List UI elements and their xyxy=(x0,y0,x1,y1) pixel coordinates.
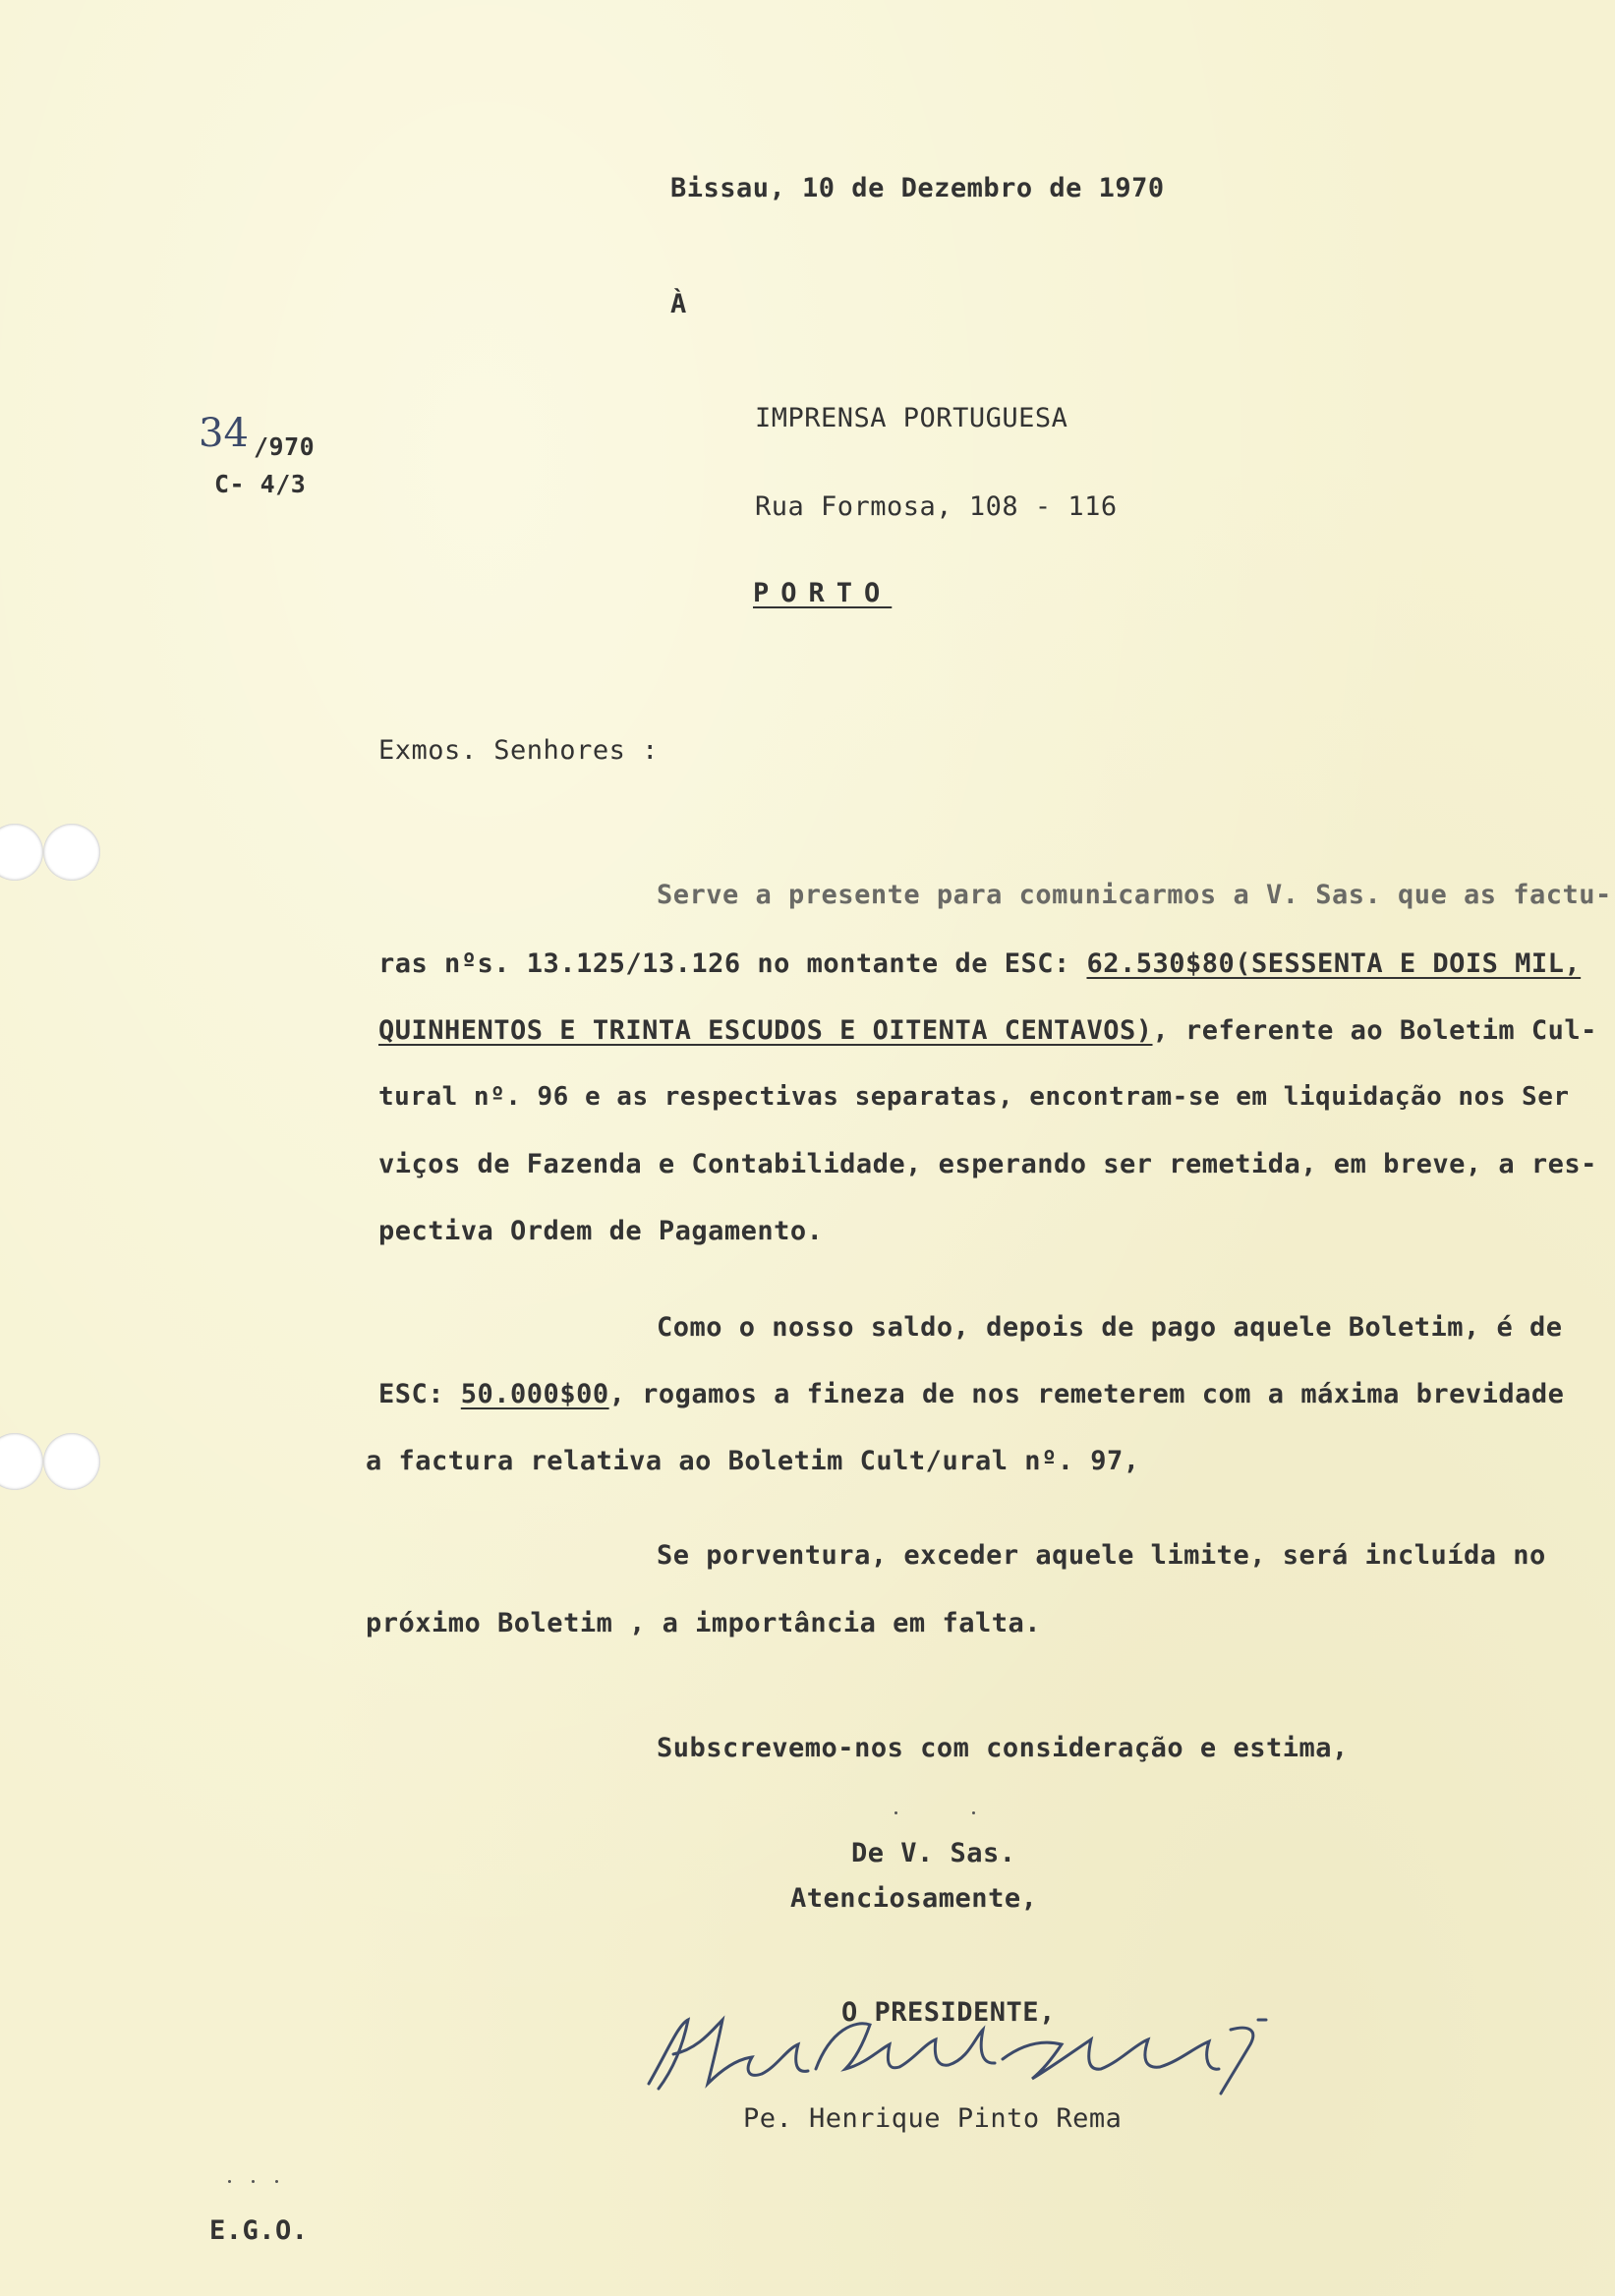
reference-number-typed: /970 xyxy=(254,432,316,461)
recipient-street: Rua Formosa, 108 - 116 xyxy=(755,491,1118,522)
invoice-amount: 62.530$80(SESSENTA E DOIS MIL, xyxy=(1086,948,1582,979)
punch-hole-top-right xyxy=(43,824,100,881)
paragraph-3-line-1: Se porventura, exceder aquele limite, será incluída no xyxy=(657,1540,1546,1571)
mark-dot xyxy=(275,2180,278,2183)
handwritten-signature xyxy=(629,1990,1337,2108)
paragraph-2-line-2 xyxy=(378,1379,1564,1409)
complimentary-close-2: Atenciosamente, xyxy=(790,1883,1038,1914)
paragraph-2-line-2-prefix: ESC: xyxy=(378,1379,461,1409)
paragraph-1-line-5: viços de Fazenda e Contabilidade, esperando ser remetida, em breve, a res- xyxy=(378,1149,1597,1179)
mark-dot xyxy=(972,1811,975,1814)
recipient-name: IMPRENSA PORTUGUESA xyxy=(755,403,1068,433)
paragraph-2-line-3: a factura relativa ao Boletim Cult/ural nº. 97, xyxy=(366,1446,1140,1476)
paragraph-1-line-4: tural nº. 96 e as respectivas separatas, encontram-se em liquidação nos Ser xyxy=(378,1082,1570,1112)
paragraph-2-line-2-text: , rogamos a fineza de nos remeterem com a máxima brevidade xyxy=(608,1379,1565,1409)
paragraph-1-line-6: pectiva Ordem de Pagamento. xyxy=(378,1216,824,1246)
date-line: Bissau, 10 de Dezembro de 1970 xyxy=(670,173,1165,203)
addressee-prefix: À xyxy=(670,289,687,319)
mark-dot xyxy=(228,2180,231,2183)
signatory-title: O PRESIDENTE, xyxy=(841,1997,1056,2028)
closing-line: Subscrevemo-nos com consideração e estima, xyxy=(657,1733,1349,1763)
reference-number-handwritten: 34 xyxy=(199,411,249,456)
punch-hole-bottom-right xyxy=(43,1433,100,1490)
paragraph-1-line-2 xyxy=(378,948,1581,979)
paragraph-1-line-3-text: , referente ao Boletim Cul- xyxy=(1152,1015,1597,1046)
invoice-amount-words: QUINHENTOS E TRINTA ESCUDOS E OITENTA CENTAVOS) xyxy=(378,1015,1153,1046)
recipient-city: PORTO xyxy=(753,578,893,608)
paragraph-3-line-2: próximo Boletim , a importância em falta. xyxy=(366,1608,1041,1638)
mark-dot xyxy=(252,2180,255,2183)
punch-hole-bottom-left xyxy=(0,1433,43,1490)
balance-amount: 50.000$00 xyxy=(460,1379,609,1409)
paragraph-1-line-2-text: ras nºs. 13.125/13.126 no montante de ESC: xyxy=(378,948,1087,979)
salutation: Exmos. Senhores : xyxy=(378,735,659,766)
paragraph-1-line-1: Serve a presente para comunicarmos a V. Sas. que as factu- xyxy=(657,880,1612,910)
signatory-name: Pe. Henrique Pinto Rema xyxy=(743,2103,1123,2134)
paragraph-1-line-3 xyxy=(378,1015,1597,1046)
reference-code: C- 4/3 xyxy=(214,470,307,498)
mark-dot xyxy=(894,1811,897,1814)
footer-initials: E.G.O. xyxy=(209,2215,309,2246)
punch-hole-top-left xyxy=(0,824,43,881)
complimentary-close-1: De V. Sas. xyxy=(851,1838,1016,1868)
paragraph-2-line-1: Como o nosso saldo, depois de pago aquele Boletim, é de xyxy=(657,1312,1563,1343)
